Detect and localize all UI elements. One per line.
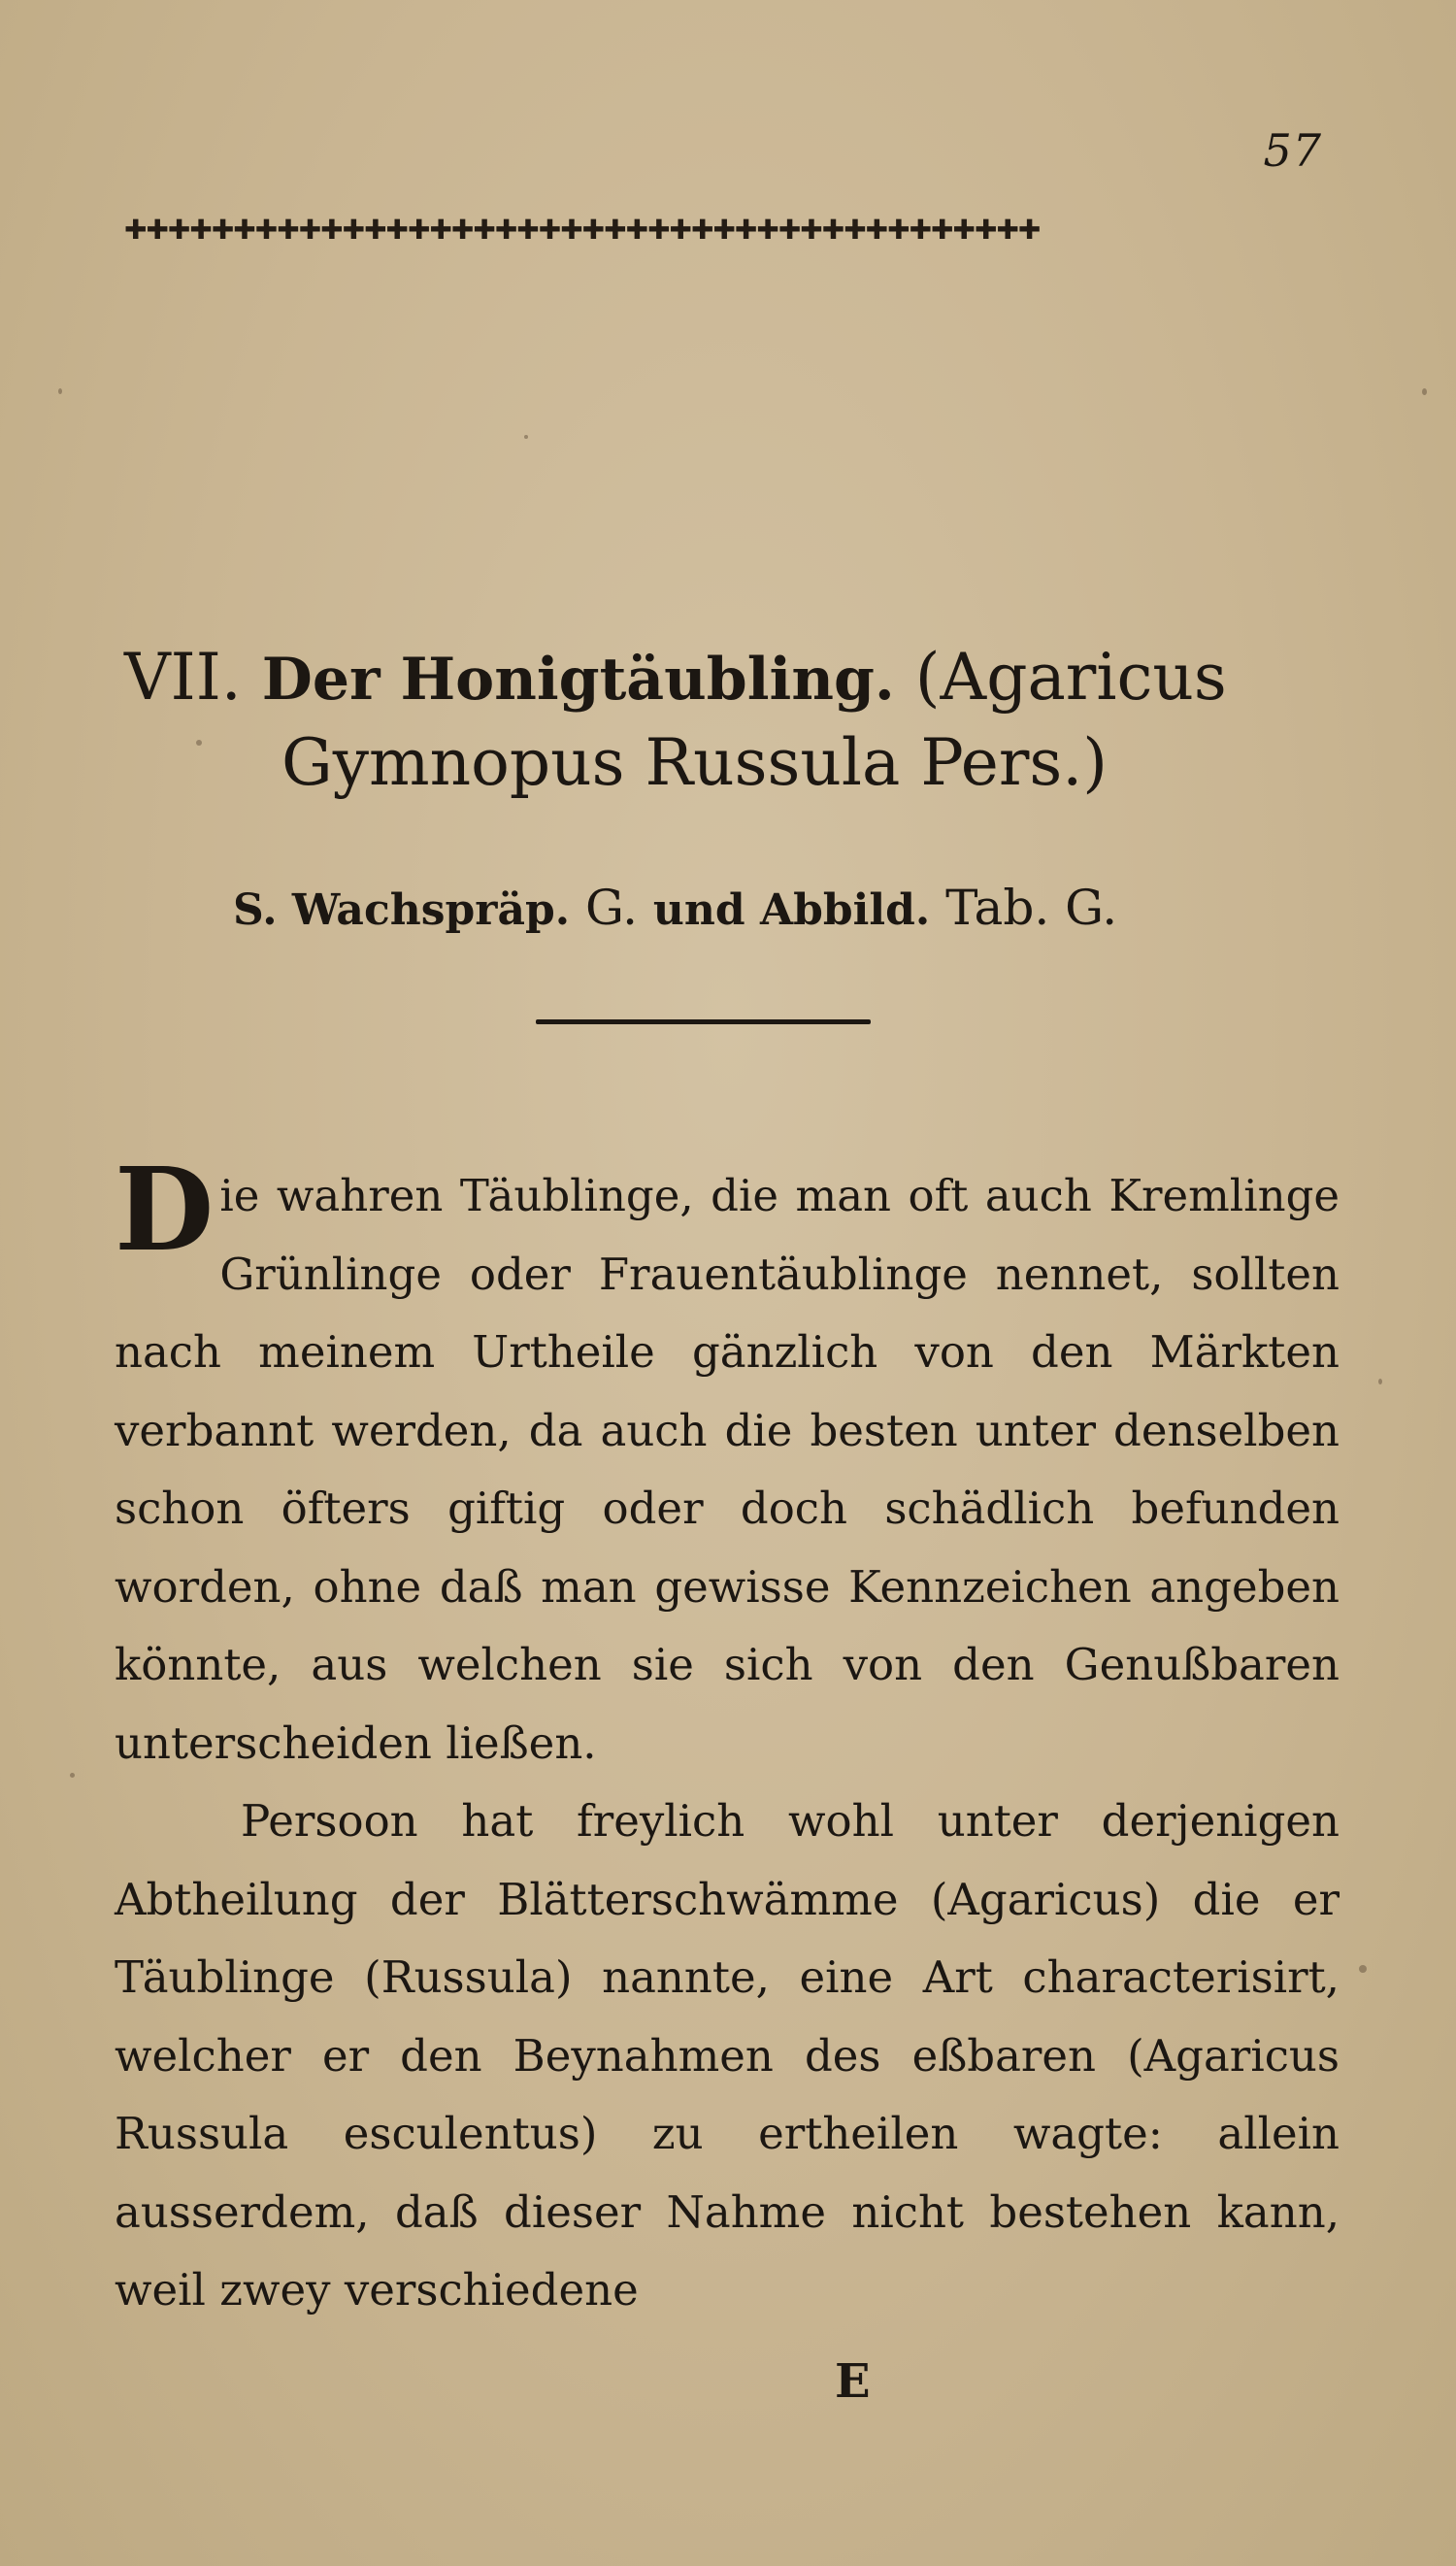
plate-reference: [233, 874, 1301, 945]
paper-speck: [1378, 1379, 1382, 1384]
chapter-latin-name: (Agaricus: [914, 640, 1227, 715]
paper-speck: [1422, 388, 1427, 395]
illustration-ref: und Abbild.: [652, 885, 931, 935]
body-text: [115, 1142, 1340, 2330]
drop-cap: D: [115, 1142, 215, 1277]
paragraph-text: Persoon hat freylich wohl unter derjenigen Abtheilung der Blätterschwämme (Agaricus) die er Täublinge (Russula) nannte, eine Art characterisirt, welcher er den Beynahmen des eßbaren (Agaricus Russula esculentus) zu ertheilen wagte: allein ausserdem, daß dieser Nahme nicht bestehen kann, weil zwey verschiedene: [115, 1795, 1340, 2316]
paragraph-text: ie wahren Täublinge, die man oft auch Kremlinge Grünlinge oder Frauentäublinge nennet, sollten nach meinem Urtheile gänzlich von den Märkten verbannt werden, da auch die besten unter denselben schon öfters giftig oder doch schädlich befunden worden, ohne daß man gewisse Kennzeichen angeben könnte, aus welchen sie sich von den Genußbaren unterscheiden ließen.: [115, 1170, 1340, 1769]
paper-speck: [70, 1773, 75, 1778]
paragraph: [115, 1142, 1340, 1783]
table-ref: Tab. G.: [945, 880, 1118, 936]
paper-speck: [58, 388, 62, 394]
chapter-latin-name-continued: Gymnopus Russula Pers.): [281, 725, 1108, 800]
paragraph: [115, 1783, 1340, 2330]
chapter-numeral: VII.: [124, 640, 242, 715]
ornament-rule: ✚✚✚✚✚✚✚✚✚✚✚✚✚✚✚✚✚✚✚✚✚✚✚✚✚✚✚✚✚✚✚✚✚✚✚✚✚✚✚✚✚✚: [124, 214, 1041, 246]
wax-preparation-ref: S. Wachspräp.: [233, 885, 571, 935]
wax-preparation-letter: G.: [584, 880, 639, 936]
chapter-title: Der Honigtäubling.: [261, 646, 895, 714]
chapter-heading: [124, 636, 1338, 805]
paper-speck: [1359, 1965, 1367, 1973]
paper-speck: [524, 435, 528, 439]
section-divider: [536, 1019, 871, 1024]
signature-mark: E: [835, 2354, 871, 2409]
page-number: 57: [1263, 124, 1322, 177]
